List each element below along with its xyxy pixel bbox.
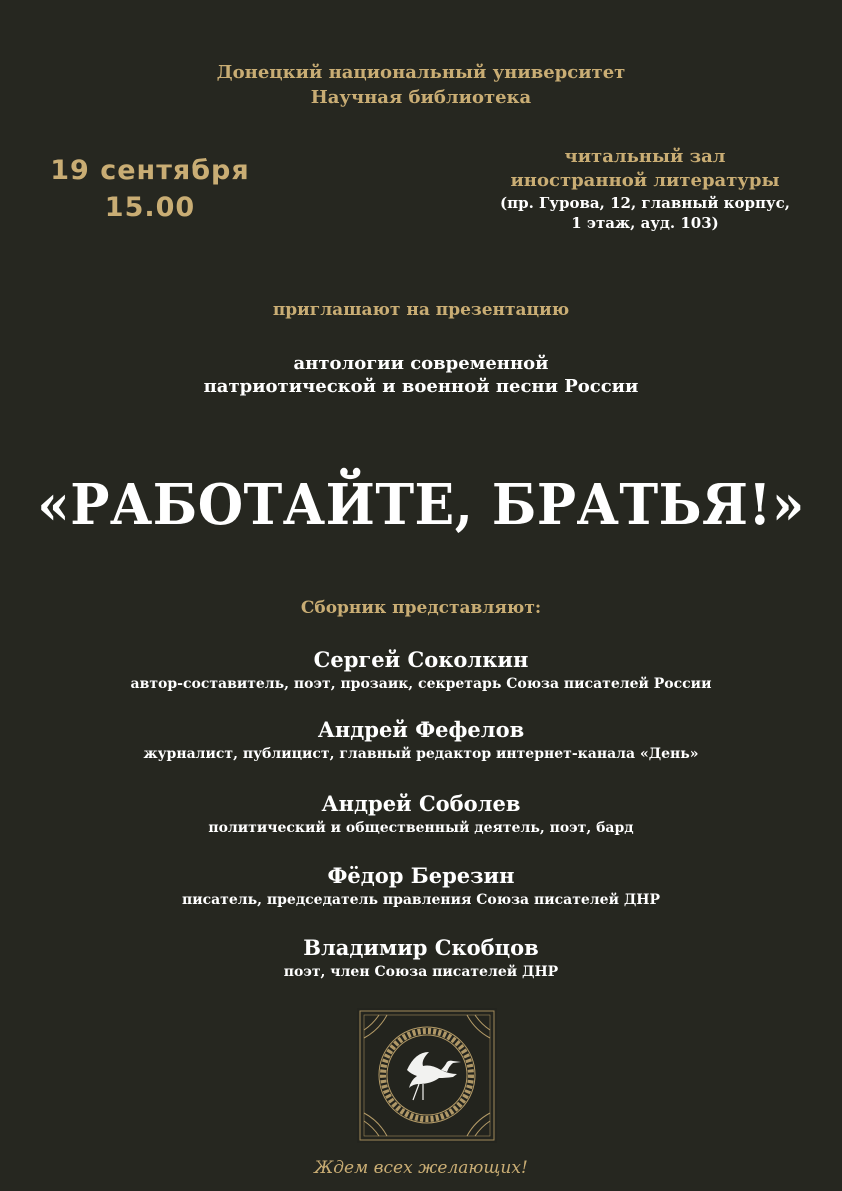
presenter-name: Сергей Соколкин [313,647,529,672]
event-date: 19 сентября [50,155,250,186]
heron-wreath-emblem-icon [357,1008,497,1143]
venue-address-2: 1 этаж, ауд. 103) [571,214,719,232]
presenter-item [0,790,842,838]
presenter-name: Владимир Скобцов [303,935,539,960]
invite-text: приглашают на презентацию [272,300,570,320]
footer-text: Ждем всех желающих! [314,1158,528,1178]
presenter-role: политический и общественный деятель, поэт, бард [208,820,634,836]
main-title: «РАБОТАЙТЕ, БРАТЬЯ!» [37,472,805,538]
presenter-name: Фёдор Березин [327,863,515,888]
subtitle-line-1: антологии современной [293,353,549,374]
subtitle [0,352,842,398]
presenters-heading: Сборник представляют: [300,598,542,618]
presenter-name: Андрей Фефелов [317,717,525,742]
venue-block [470,145,820,233]
presenter-role: поэт, член Союза писателей ДНР [283,964,559,980]
presenter-name: Андрей Соболев [321,791,521,816]
date-time-block [30,152,270,226]
venue-line-1: читальный зал [564,146,726,167]
presenter-item [0,716,842,764]
header [0,60,842,110]
presenter-item [0,646,842,694]
presenter-item [0,934,842,982]
venue-address-1: (пр. Гурова, 12, главный корпус, [500,194,790,212]
presenter-item [0,862,842,910]
venue-line-2: иностранной литературы [510,170,780,191]
presenter-role: автор-составитель, поэт, прозаик, секретарь Союза писателей России [130,676,712,692]
library-name: Научная библиотека [310,87,532,108]
event-time: 15.00 [104,192,196,223]
subtitle-line-2: патриотической и военной песни России [203,376,639,397]
presenter-role: журналист, публицист, главный редактор интернет-канала «День» [143,746,699,762]
university-name: Донецкий национальный университет [216,62,626,83]
presenter-role: писатель, председатель правления Союза писателей ДНР [181,892,661,908]
